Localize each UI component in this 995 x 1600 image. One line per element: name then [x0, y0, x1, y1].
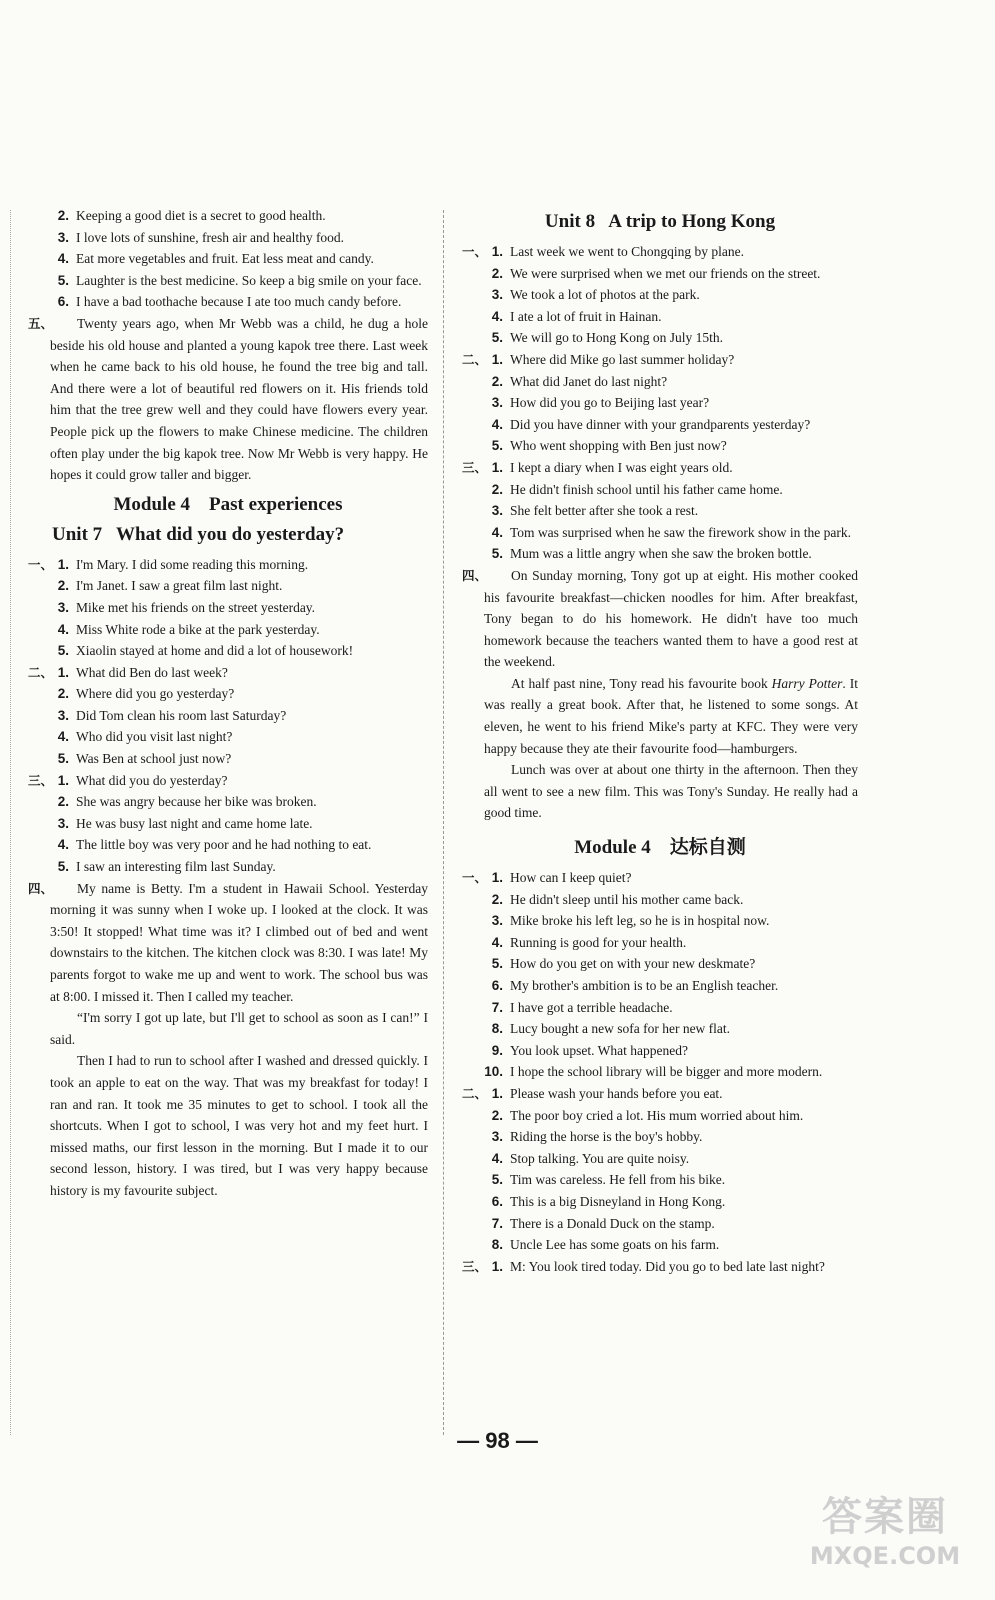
- list-item: 4. Eat more vegetables and fruit. Eat less meat and candy.: [57, 251, 374, 267]
- section-label: 二、: [462, 1085, 488, 1101]
- passage-paragraph: Lunch was over at about one thirty in the afternoon. Then they all went to see a new film. This was Tony's Sunday. He really had a good time.: [484, 762, 858, 821]
- list-item: 3. Did Tom clean his room last Saturday?: [57, 707, 287, 723]
- list-item: 9. You look upset. What happened?: [491, 1042, 688, 1058]
- list-item: 2. Where did you go yesterday?: [57, 686, 235, 702]
- list-item: 4. Who did you visit last night?: [57, 729, 233, 745]
- list-item: 4. Did you have dinner with your grandparents yesterday?: [491, 416, 811, 432]
- list-item: 3. He was busy last night and came home late.: [57, 815, 313, 831]
- list-item: 2. He didn't sleep until his mother came back.: [491, 891, 744, 907]
- list-item: 5. Tim was careless. He fell from his bike.: [491, 1172, 726, 1188]
- passage-paragraph: “I'm sorry I got up late, but I'll get to school as soon as I can!” I said.: [50, 1010, 428, 1047]
- right-column: [462, 205, 858, 1277]
- module-test-heading: Module 4 达标自测: [574, 837, 746, 859]
- list-item: 5. Laughter is the best medicine. So keep a big smile on your face.: [57, 272, 422, 288]
- unit7-section-1: [28, 554, 428, 662]
- unit-7-heading: Unit 7 What did you do yesterday?: [52, 523, 345, 545]
- list-item: 10. I hope the school library will be bigger and more modern.: [484, 1064, 823, 1080]
- list-item: 2. He didn't finish school until his father came home.: [491, 481, 783, 497]
- list-item: 5. Xiaolin stayed at home and did a lot of housework!: [57, 643, 354, 659]
- list-item: 3. Mike broke his left leg, so he is in hospital now.: [491, 913, 770, 929]
- section-label: 三、: [28, 772, 54, 788]
- list-item: 6. My brother's ambition is to be an English teacher.: [491, 978, 779, 993]
- list-item: 5. Mum was a little angry when she saw the broken bottle.: [491, 546, 812, 562]
- section-label: 二、: [462, 351, 488, 367]
- passage-paragraph: Then I had to run to school after I washed and dressed quickly. I took an apple to eat on the way. That was my breakfast for today! I ran and ran. It took me 35 minutes to get to school. I took all the shortcuts. When I got to school, I was very hot and my feet hurt. I missed maths, our first lesson in the morning. But I made it to our second lesson, history. I was tired, but I was very happy because history is my favourite subject.: [50, 1053, 428, 1198]
- list-item: 8. Uncle Lee has some goats on his farm.: [491, 1237, 720, 1253]
- list-item: 二、 1. What did Ben do last week?: [28, 662, 428, 684]
- list-item: 2. We were surprised when we met our friends on the street.: [491, 265, 821, 281]
- section-label: 四、: [28, 880, 54, 896]
- list-item: 一、 1. How can I keep quiet?: [462, 867, 858, 889]
- watermark-logo: 答案圈 MXQE.COM: [809, 1494, 961, 1570]
- unit8-section-4-passage: [462, 565, 858, 824]
- test-section-1: [462, 867, 858, 1083]
- list-item: 6. This is a big Disneyland in Hong Kong.: [491, 1193, 726, 1209]
- unit8-section-1: [462, 241, 858, 349]
- list-item: 3. We took a lot of photos at the park.: [491, 287, 700, 303]
- section-label: 五、: [28, 315, 54, 331]
- list-item: 4. The little boy was very poor and he had nothing to eat.: [57, 837, 372, 853]
- list-item: 一、 1. I'm Mary. I did some reading this morning.: [28, 554, 428, 576]
- list-item: 5. Who went shopping with Ben just now?: [491, 438, 727, 454]
- unit7-section-3: [28, 770, 428, 878]
- list-item: 8. Lucy bought a new sofa for her new flat.: [491, 1021, 731, 1037]
- list-item: 4. Running is good for your health.: [491, 934, 687, 950]
- unit8-section-2: [462, 349, 858, 457]
- list-item: 2. The poor boy cried a lot. His mum worried about him.: [491, 1107, 804, 1123]
- list-item: 三、 1. I kept a diary when I was eight years old.: [462, 457, 858, 479]
- unit8-section-3: [462, 457, 858, 565]
- list-item: 2. What did Janet do last night?: [491, 373, 668, 389]
- left-column: [28, 205, 428, 1202]
- list-item: 3. I love lots of sunshine, fresh air and healthy food.: [57, 229, 345, 245]
- list-item: 7. I have got a terrible headache.: [491, 999, 673, 1015]
- list-item: 2. She was angry because her bike was broken.: [57, 794, 317, 810]
- list-item: 5. Was Ben at school just now?: [57, 751, 232, 767]
- list-item: 2. I'm Janet. I saw a great film last night.: [57, 578, 283, 594]
- list-item: 5. We will go to Hong Kong on July 15th.: [491, 330, 724, 346]
- list-item: 3. How did you go to Beijing last year?: [491, 395, 710, 411]
- section-5-passage: [28, 313, 428, 486]
- list-item: 5. I saw an interesting film last Sunday.: [57, 859, 276, 875]
- passage-paragraph: At half past nine, Tony read his favourite book Harry Potter. It was really a great book. After that, he listened to some songs. At eleven, he went to his friend Mike's party at KFC. They were very happy because they ate their favourite food—hamburgers.: [484, 675, 859, 756]
- book-title: Harry Potter: [771, 675, 843, 691]
- module-heading: Module 4 Past experiences: [113, 493, 343, 515]
- unit7-section-4-passage: [28, 878, 428, 1202]
- list-item: 2. Keeping a good diet is a secret to good health.: [57, 208, 326, 223]
- list-item: 3. Riding the horse is the boy's hobby.: [491, 1129, 703, 1145]
- list-item: 二、 1. Where did Mike go last summer holiday?: [462, 349, 858, 371]
- passage-paragraph: My name is Betty. I'm a student in Hawaii School. Yesterday morning it was sunny when I woke up. I looked at the clock. It was 3:50! It stopped! What time was it? I climbed out of bed and went downstairs to the kitchen. The kitchen clock was 8:30. I was late! My parents forgot to wake me up and went to work. The school bus was at 8:00. I missed it. Then I called my teacher.: [50, 880, 428, 1004]
- section-label: 四、: [462, 567, 488, 583]
- passage-paragraph: Twenty years ago, when Mr Webb was a child, he dug a hole beside his old house and planted a young kapok tree there. Last week when he came back to his old house, he found the tree big and tall. And there were a lot of beautiful red flowers on it. His friends told him that the tree grew well and they could have flowers every year. People pick up the flowers to make Chinese medicine. The children often play under the big kapok tree. Now Mr Webb is very happy. He hopes it could grow taller and bigger.: [50, 315, 428, 483]
- list-item: 4. I ate a lot of fruit in Hainan.: [491, 308, 662, 324]
- section-label: 二、: [28, 664, 54, 680]
- page-number: — 98 —: [457, 1428, 538, 1453]
- list-item: 4. Miss White rode a bike at the park yesterday.: [57, 621, 320, 637]
- column-divider: [443, 210, 444, 1435]
- section-label: 一、: [462, 244, 488, 259]
- list-item: 4. Tom was surprised when he saw the firework show in the park.: [491, 524, 851, 540]
- section-label: 一、: [462, 870, 488, 886]
- list-item: 三、 1. What did you do yesterday?: [28, 770, 428, 792]
- section-label: 一、: [28, 556, 54, 572]
- list-item: 二、 1. Please wash your hands before you eat.: [462, 1083, 858, 1105]
- list-item: 7. There is a Donald Duck on the stamp.: [491, 1215, 715, 1231]
- test-section-3: [462, 1256, 858, 1278]
- unit7-section-2: [28, 662, 428, 770]
- list-item: 三、 1. M: You look tired today. Did you go to bed late last night?: [462, 1256, 858, 1278]
- passage-paragraph: On Sunday morning, Tony got up at eight. His mother cooked his favourite breakfast—chicken noodles for him. After breakfast, Tony began to do his homework. He didn't have too much homework because the teachers wanted them to have a good rest at the weekend.: [484, 567, 858, 670]
- list-item: 一、 1. Last week we went to Chongqing by plane.: [462, 241, 858, 263]
- test-section-2: [462, 1083, 858, 1256]
- list-item: 3. She felt better after she took a rest.: [491, 503, 699, 519]
- list-item: 6. I have a bad toothache because I ate too much candy before.: [57, 294, 402, 310]
- margin-line: [10, 210, 11, 1435]
- list-item: 4. Stop talking. You are quite noisy.: [491, 1150, 690, 1166]
- section-label: 三、: [462, 459, 488, 475]
- list-item: 5. How do you get on with your new deskmate?: [491, 956, 756, 972]
- list-item: 3. Mike met his friends on the street yesterday.: [57, 599, 316, 615]
- left-list-continued: [28, 205, 428, 313]
- unit-8-heading: Unit 8 A trip to Hong Kong: [544, 211, 776, 232]
- section-label: 三、: [462, 1258, 488, 1274]
